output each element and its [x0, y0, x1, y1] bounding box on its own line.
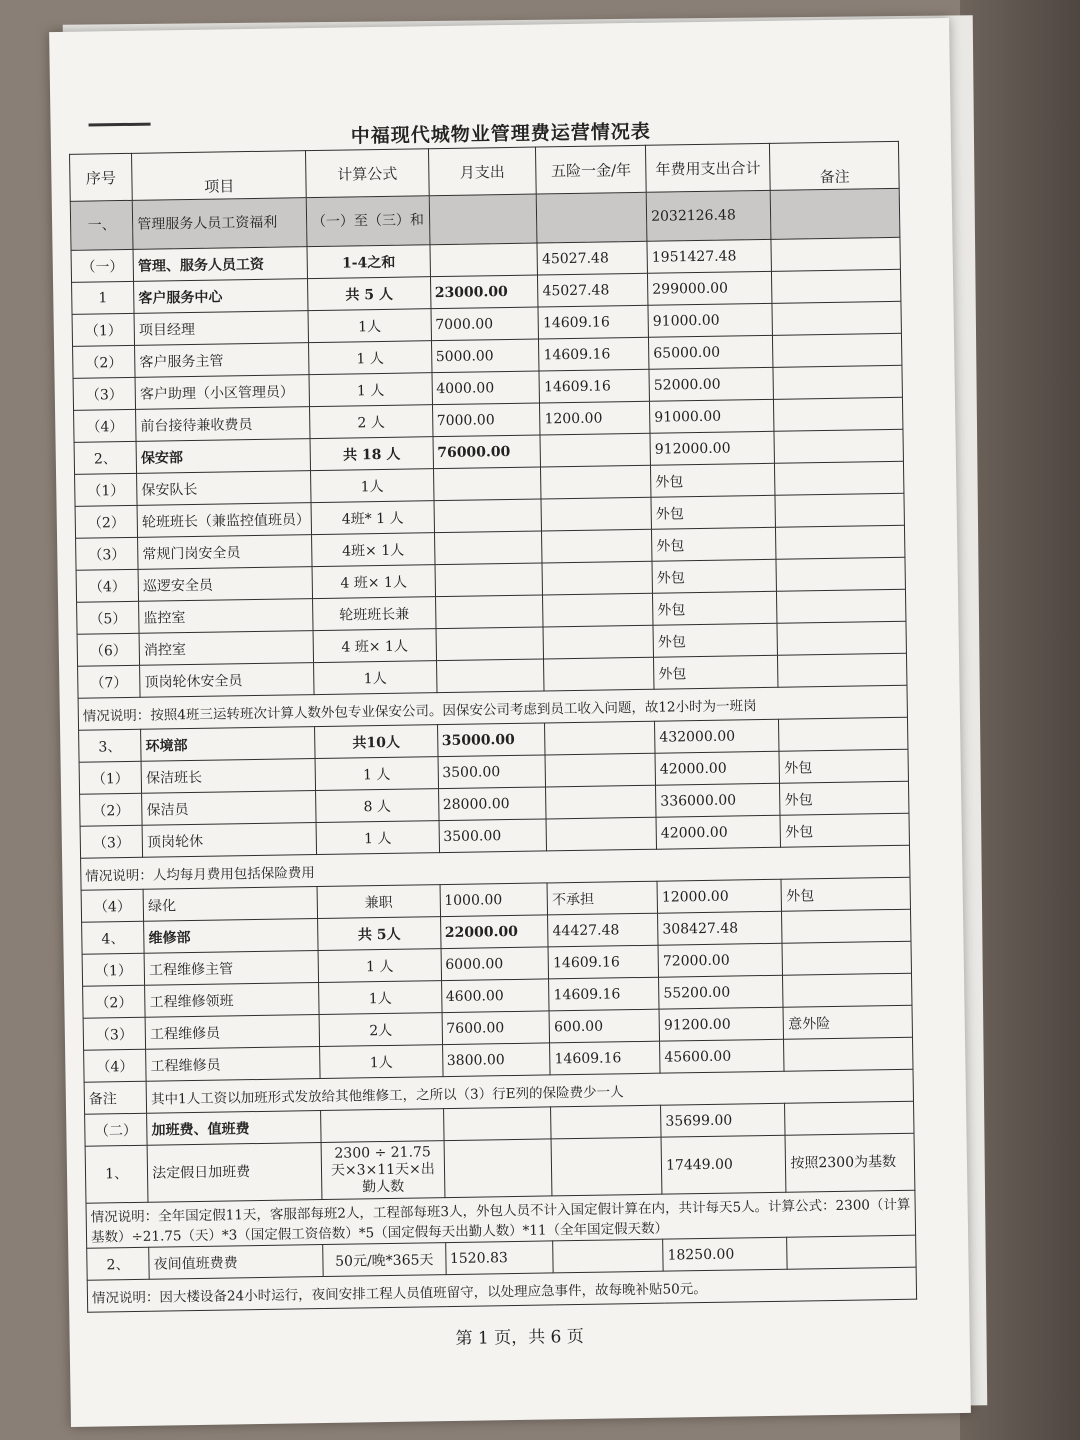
table-cell: 55200.00 [659, 975, 784, 1009]
table-cell: 环境部 [141, 727, 316, 762]
table-cell [772, 301, 901, 335]
table-cell: 1 人 [309, 373, 432, 407]
table-cell: 轮班班长（兼监控值班员） [137, 503, 312, 538]
table-cell [784, 1037, 913, 1071]
table-cell: 外包 [653, 591, 778, 625]
table-cell: 1人 [308, 309, 431, 343]
table-cell: 1人 [319, 981, 442, 1015]
table-cell: 23000.00 [430, 275, 538, 309]
table-cell: 2、 [87, 1247, 150, 1280]
table-cell: （3） [83, 1017, 146, 1050]
table-cell [541, 465, 651, 499]
table-cell: （二） [85, 1113, 148, 1146]
table-cell: 12000.00 [657, 879, 782, 913]
table-cell [436, 627, 544, 661]
table-cell: 22000.00 [440, 915, 548, 949]
column-header: 计算公式 [306, 149, 429, 198]
table-cell: 共10人 [315, 725, 438, 759]
table-cell [773, 333, 902, 367]
table-cell [782, 909, 911, 943]
table-cell: 常规门岗安全员 [138, 535, 313, 570]
table-cell: 2、 [74, 441, 137, 474]
table-cell: 4 班× 1人 [313, 629, 436, 663]
column-header: 备注 [770, 141, 899, 190]
table-cell: 44427.48 [548, 913, 658, 947]
table-cell: 工程维修员 [145, 1015, 320, 1050]
table-cell [536, 192, 647, 243]
table-cell: 14609.16 [539, 337, 649, 371]
table-cell [433, 467, 541, 501]
table-cell: （3） [80, 825, 143, 858]
page-title: 中福现代城物业管理费运营情况表 [350, 120, 651, 148]
table-cell: （2） [73, 345, 136, 378]
table-cell: 52000.00 [649, 367, 774, 401]
table-cell: 336000.00 [656, 783, 781, 817]
table-cell [542, 561, 652, 595]
table-cell: 7000.00 [431, 307, 539, 341]
table-cell: 14609.16 [548, 945, 658, 979]
table-cell: 共 5 人 [308, 277, 431, 311]
table-cell: 1 [72, 281, 135, 314]
table-cell: 4、 [82, 921, 145, 954]
table-cell: （3） [76, 537, 139, 570]
table-cell: 意外险 [783, 1005, 912, 1039]
table-cell: 外包 [652, 559, 777, 593]
table-cell: 夜间值班费费 [149, 1245, 324, 1280]
table-cell [551, 1137, 662, 1196]
table-cell [775, 493, 904, 527]
table-cell: 管理服务人员工资福利 [132, 198, 307, 250]
table-cell [545, 721, 655, 755]
table-cell: （5） [77, 601, 140, 634]
table-cell: 50元/晚*365天 [323, 1243, 446, 1277]
table-cell: 4班× 1人 [312, 533, 435, 567]
table-cell: 顶岗轮休安全员 [140, 663, 315, 698]
table-cell [434, 499, 542, 533]
table-cell: 4 班× 1人 [312, 565, 435, 599]
table-cell: 保安部 [136, 439, 311, 474]
table-cell: 外包 [651, 463, 776, 497]
table-cell [783, 973, 912, 1007]
table-cell: 消控室 [139, 631, 314, 666]
table-cell: 1 人 [315, 757, 438, 791]
table-cell: 65000.00 [649, 335, 774, 369]
table-cell: （2） [75, 505, 138, 538]
table-cell: 600.00 [549, 1009, 659, 1043]
table-cell: 91000.00 [648, 303, 773, 337]
table-cell: 客户服务中心 [134, 279, 309, 314]
column-header: 项目 [132, 151, 307, 201]
table-cell: 1-4之和 [307, 245, 430, 279]
table-cell: 1、 [85, 1145, 148, 1203]
table-cell: 4班* 1 人 [311, 501, 434, 535]
table-cell: 外包 [779, 749, 908, 783]
table-cell: 1人 [320, 1045, 443, 1079]
table-cell: 308427.48 [658, 911, 783, 945]
table-cell: 91000.00 [650, 399, 775, 433]
table-cell [434, 531, 542, 565]
table-cell: 工程维修员 [146, 1047, 321, 1082]
table-cell [774, 429, 903, 463]
table-cell [435, 563, 543, 597]
table-cell: 45027.48 [537, 241, 647, 275]
table-cell [787, 1235, 916, 1269]
table-cell [776, 525, 905, 559]
table-cell: 共 5人 [318, 917, 441, 951]
remark-text: 其中1人工资以加班形式发放给其他维修工，之所以（3）行E列的保险费少一人 [146, 1069, 913, 1113]
column-header: 序号 [70, 153, 133, 201]
table-cell [435, 595, 543, 629]
table-cell [771, 188, 900, 239]
table-cell: 1200.00 [540, 401, 650, 435]
table-cell: （3） [73, 377, 136, 410]
table-cell [546, 785, 656, 819]
table-cell: 管理、服务人员工资 [133, 247, 308, 282]
table-cell: 2032126.48 [646, 190, 771, 241]
table-cell: 保洁员 [142, 791, 317, 826]
note-cell: 情况说明：因大楼设备24小时运行，夜间安排工程人员值班留守，以处理应急事件，故每晚补贴50元。 [87, 1267, 916, 1312]
document-page [49, 18, 971, 1427]
table-cell: 28000.00 [438, 787, 546, 821]
table-cell: （2） [80, 793, 143, 826]
remark-label: 备注 [84, 1081, 147, 1114]
table-cell [540, 433, 650, 467]
table-cell: 外包 [654, 655, 779, 689]
table-cell: 项目经理 [134, 311, 309, 346]
table-cell: 7000.00 [432, 403, 540, 437]
table-cell: （1） [79, 761, 142, 794]
table-cell: 外包 [781, 877, 910, 911]
table-cell: 42000.00 [656, 815, 781, 849]
note-cell: 情况说明：按照4班三运转班次计算人数外包专业保安公司。因保安公司考虑到员工收入问题，故12小时为一班岗 [78, 685, 907, 730]
table-cell: 6000.00 [441, 947, 549, 981]
table-cell: 1 人 [309, 341, 432, 375]
table-cell: 外包 [652, 527, 777, 561]
table-cell: 3500.00 [438, 755, 546, 789]
table-cell [551, 1105, 661, 1139]
table-cell [777, 589, 906, 623]
table-cell: 1000.00 [440, 883, 548, 917]
table-cell: （1） [75, 473, 138, 506]
table-cell [430, 243, 538, 277]
table-cell: 共 18 人 [310, 437, 433, 471]
table-cell [771, 237, 900, 271]
table-cell: 2300 ÷ 21.75 天×3×11天×出勤人数 [321, 1141, 444, 1200]
table-cell: 客户助理（小区管理员） [135, 375, 310, 410]
table-cell: （4） [74, 409, 137, 442]
table-cell: 轮班班长兼 [313, 597, 436, 631]
table-cell: 外包 [780, 813, 909, 847]
table-cell: （6） [77, 633, 140, 666]
table-cell: 2人 [319, 1013, 442, 1047]
table-cell: 保洁班长 [141, 759, 316, 794]
table-cell: 前台接待兼收费员 [136, 407, 311, 442]
table-cell: 35699.00 [661, 1103, 786, 1137]
table-cell: 维修部 [144, 919, 319, 954]
table-cell: 14609.16 [538, 305, 648, 339]
note-cell: 情况说明：人均每月费用包括保险费用 [81, 845, 910, 890]
table-cell [443, 1107, 551, 1141]
page-footer: 第 1 页，共 6 页 [455, 1326, 584, 1349]
table-cell: 1人 [314, 661, 437, 695]
table-cell: （4） [76, 569, 139, 602]
expense-table [69, 141, 917, 1313]
table-cell [429, 194, 538, 245]
table-cell: 加班费、值班费 [147, 1111, 322, 1146]
table-cell: 外包 [780, 781, 909, 815]
table-cell [544, 657, 654, 691]
table-cell [321, 1109, 444, 1143]
table-cell: 1人 [311, 469, 434, 503]
table-cell [543, 625, 653, 659]
table-cell [546, 817, 656, 851]
table-cell: 绿化 [143, 887, 318, 922]
table-cell [436, 659, 544, 693]
table-cell [785, 1101, 914, 1135]
table-cell: （4） [81, 889, 144, 922]
table-cell: （2） [83, 985, 146, 1018]
table-cell: 客户服务主管 [135, 343, 310, 378]
table-cell: （7） [78, 665, 141, 698]
table-cell: 工程维修领班 [145, 983, 320, 1018]
table-cell: 法定假日加班费 [147, 1143, 322, 1203]
table-cell [542, 529, 652, 563]
table-cell: 18250.00 [663, 1237, 788, 1271]
table-cell: 按照2300为基数 [785, 1133, 914, 1192]
table-cell: 42000.00 [655, 751, 780, 785]
table-cell: 外包 [653, 623, 778, 657]
table-cell: 91200.00 [659, 1007, 784, 1041]
table-cell: （4） [84, 1049, 147, 1082]
table-cell: 14609.16 [549, 977, 659, 1011]
table-cell: （一）至（三）和 [306, 196, 429, 247]
table-cell [553, 1239, 663, 1273]
table-cell [773, 365, 902, 399]
table-cell [545, 753, 655, 787]
table-cell: 4600.00 [441, 979, 549, 1013]
table-cell: 45027.48 [538, 273, 648, 307]
column-header: 五险一金/年 [536, 145, 647, 194]
table-cell: 1 人 [318, 949, 441, 983]
table-cell: 7600.00 [442, 1011, 550, 1045]
table-cell: 1520.83 [445, 1241, 553, 1275]
table-cell: 1951427.48 [647, 239, 772, 273]
table-cell: 4000.00 [432, 371, 540, 405]
table-cell [777, 621, 906, 655]
table-cell: 外包 [651, 495, 776, 529]
table-cell: 76000.00 [433, 435, 541, 469]
table-cell: 2 人 [310, 405, 433, 439]
table-cell [444, 1139, 553, 1198]
column-header: 月支出 [428, 147, 536, 196]
table-cell: 299000.00 [648, 271, 773, 305]
table-cell [782, 941, 911, 975]
table-cell: 72000.00 [658, 943, 783, 977]
table-cell: （1） [72, 313, 135, 346]
table-cell: 一、 [70, 200, 133, 250]
table-cell [541, 497, 651, 531]
table-cell [778, 653, 907, 687]
column-header: 年费用支出合计 [646, 143, 771, 192]
table-cell [772, 269, 901, 303]
table-cell [775, 461, 904, 495]
table-cell: 35000.00 [437, 723, 545, 757]
table-cell: （一） [71, 249, 134, 282]
table-cell: 不承担 [547, 881, 657, 915]
table-cell: 8 人 [316, 789, 439, 823]
table-cell: （1） [82, 953, 145, 986]
table-cell: 3500.00 [439, 819, 547, 853]
table-cell: 14609.16 [539, 369, 649, 403]
table-cell [779, 717, 908, 751]
table-cell: 1 人 [316, 821, 439, 855]
table-cell: 保安队长 [137, 471, 312, 506]
table-cell: 45600.00 [660, 1039, 785, 1073]
table-cell: 兼职 [317, 885, 440, 919]
table-cell: 912000.00 [650, 431, 775, 465]
table-cell [543, 593, 653, 627]
table-cell: 3、 [79, 729, 142, 762]
table-cell [776, 557, 905, 591]
table-cell: 顶岗轮休 [142, 823, 317, 858]
table-cell: 432000.00 [655, 719, 780, 753]
note-cell: 情况说明：全年国定假11天，客服部每班2人，工程部每班3人，外包人员不计入国定假计算在内，共计每天5人。计算公式：2300（计算基数）÷21.75（天）*3（国定假工资倍数）*5（国定假每天出勤人数）*11（全年国定假天数） [86, 1190, 916, 1248]
table-cell: 14609.16 [550, 1041, 660, 1075]
table-cell: 17449.00 [661, 1135, 786, 1194]
table-cell: 工程维修主管 [144, 951, 319, 986]
table-cell: 监控室 [139, 599, 314, 634]
table-cell: 3800.00 [442, 1043, 550, 1077]
table-cell: 巡逻安全员 [138, 567, 313, 602]
table-cell [774, 397, 903, 431]
table-cell: 5000.00 [431, 339, 539, 373]
